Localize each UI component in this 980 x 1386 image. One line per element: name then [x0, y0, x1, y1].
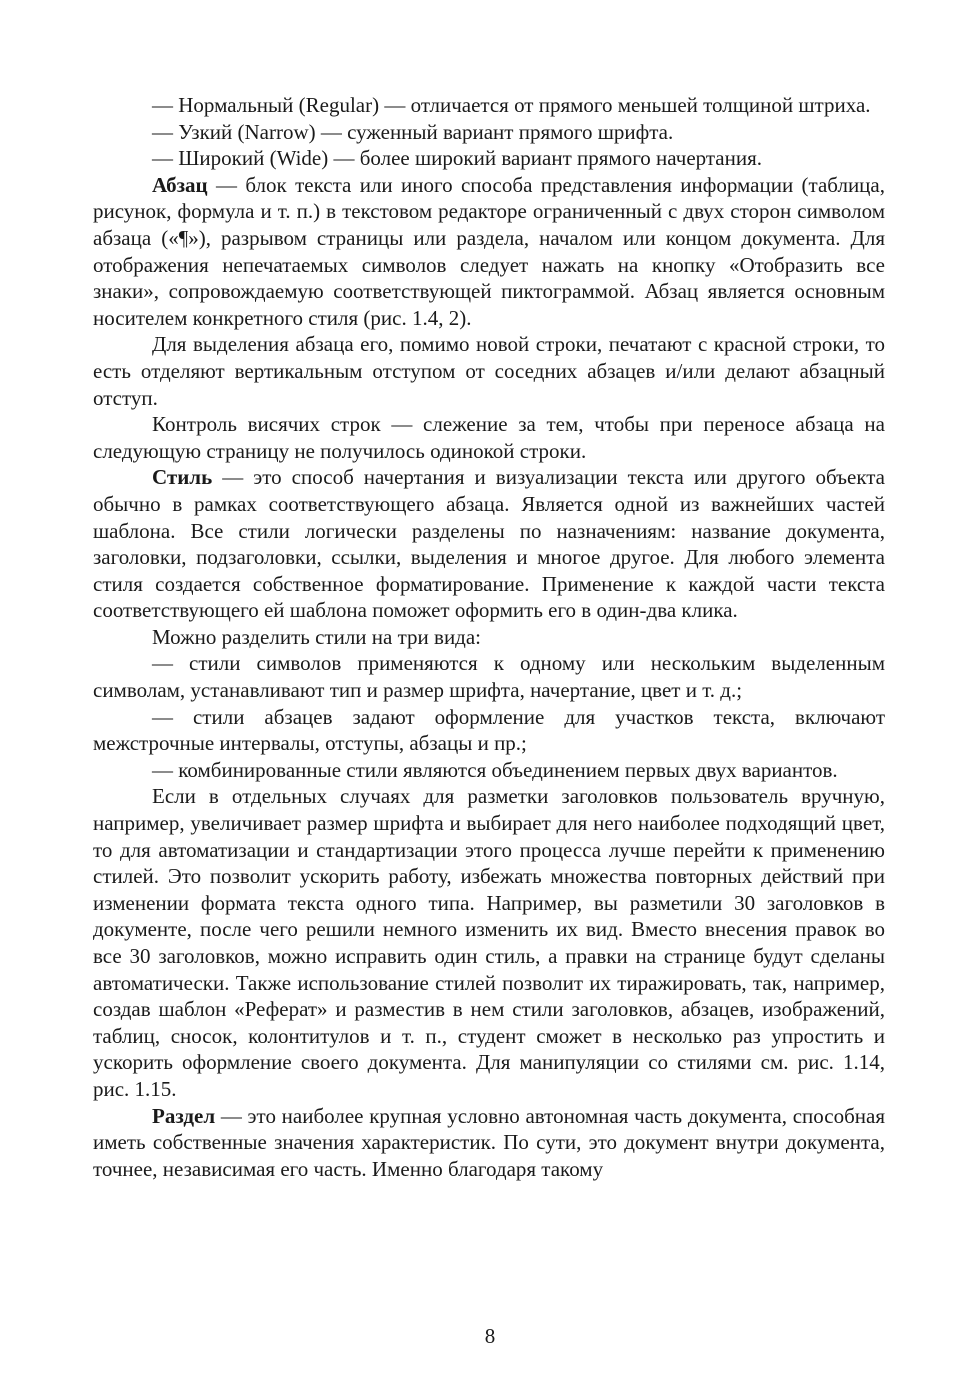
term-section: Раздел [152, 1103, 216, 1128]
paragraph-style-types-intro: Можно разделить стили на три вида: [152, 624, 482, 649]
list-item-combined-styles: — комбинированные стили являются объединением первых двух вариантов. [152, 757, 838, 782]
paragraph-definition-style: Стиль — это способ начертания и визуализации текста или другого объекта обычно в рамках соответствующего абзаца. Является одной из важнейших частей шаблона. Все стили логически разделены по назначениям: название документа, заголовки, подзаголовки, ссылки, выделения и многое другое. Для любого элемента стиля создается собственное форматирование. Применение к каждой части текста соответствующего ей шаблона поможет оформить его в один-два клика. [93, 465, 885, 623]
paragraph-definition-section: Раздел — это наиболее крупная условно автономная часть документа, способная иметь собственные значения характеристик. По сути, это документ внутри документа, точнее, независимая его часть. Именно благодаря такому [93, 1103, 885, 1181]
paragraph-wide-style: — Широкий (Wide) — более широкий вариант прямого начертания. [152, 146, 763, 171]
page-number: 8 [484, 1324, 496, 1348]
paragraph-definition-abzac: Абзац — блок текста или иного способа представления информации (таблица, рисунок, формула и т. п.) в текстовом редакторе ограниченный с двух сторон символом абзаца («¶»), разрывом страницы или раздела, началом или концом документа. Для отображения непечатаемых символов следует нажать на кнопку «Отобразить все знаки», сопровождаемую соответствующей пиктограммой. Абзац является основным носителем конкретного стиля (рис. 1.4, 2). [93, 172, 885, 330]
paragraph-styles-usage: Если в отдельных случаях для разметки заголовков пользователь вручную, например, увеличивает размер шрифта и выбирает для него наиболее подходящий цвет, то для автоматизации и стандартизации этого процесса лучше перейти к применению стилей. Это позволит ускорить работу, избежать множества повторных действий при изменении формата текста одного типа. Например, вы разметили 30 заголовков в документе, после чего решили немного изменить их вид. Вместо внесения правок во все 30 заголовков, можно исправить один стиль, а правки на странице будут сделаны автоматически. Также использование стилей позволит их тиражировать, так, например, создав шаблон «Реферат» и разместив в нем стили заголовков, абзацев, изображений, таблиц, сносок, колонтитулов и т. п., студент сможет в несколько раз упростить и ускорить оформление своего документа. Для манипуляции со стилями см. рис. 1.14, рис. 1.15. [93, 784, 885, 1101]
paragraph-narrow-style: — Узкий (Narrow) — суженный вариант прямого шрифта. [152, 119, 674, 144]
paragraph-regular-style: — Нормальный (Regular) — отличается от прямого меньшей толщиной штриха. [152, 93, 871, 117]
list-item-paragraph-styles: — стили абзацев задают оформление для участков текста, включают межстрочные интервалы, отступы, абзацы и пр.; [93, 704, 885, 756]
term-style: Стиль [152, 465, 213, 490]
term-abzac: Абзац [152, 172, 208, 197]
paragraph-widow-control: Контроль висячих строк — слежение за тем, чтобы при переносе абзаца на следующую страницу не получилось одинокой строки. [93, 412, 885, 463]
list-item-character-styles: — стили символов применяются к одному или нескольким выделенным символам, устанавливают тип и размер шрифта, начертание, цвет и т. д.; [93, 651, 885, 703]
document-page [93, 92, 885, 1182]
paragraph-abzac-selection: Для выделения абзаца его, помимо новой строки, печатают с красной строки, то есть отделяют вертикальным отступом от соседних абзацев и/или делают абзацный отступ. [93, 332, 885, 410]
